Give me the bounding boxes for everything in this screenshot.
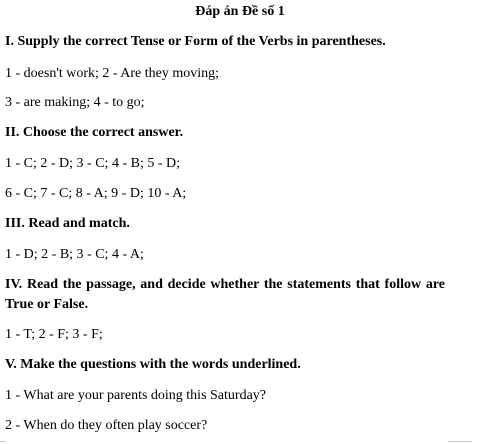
answer-line: 1 - T; 2 - F; 3 - F; [5, 327, 103, 342]
section-heading-3: III. Read and match. [5, 216, 130, 231]
answer-line: 6 - C; 7 - C; 8 - A; 9 - D; 10 - A; [5, 186, 187, 201]
answer-line: 3 - are making; 4 - to go; [5, 95, 145, 110]
page-corner-mark [448, 439, 472, 442]
answer-line: 2 - When do they often play soccer? [5, 418, 208, 433]
answer-line: 1 - doesn't work; 2 - Are they moving; [5, 66, 220, 81]
answer-line: 1 - C; 2 - D; 3 - C; 4 - B; 5 - D; [5, 156, 180, 171]
section-heading-1: I. Supply the correct Tense or Form of the Verbs in parentheses. [5, 34, 386, 49]
section-heading-5: V. Make the questions with the words underlined. [5, 357, 301, 372]
page-edge-mark [0, 439, 6, 442]
document-title: Đáp án Đề số 1 [195, 4, 285, 19]
answer-line: 1 - D; 2 - B; 3 - C; 4 - A; [5, 247, 144, 262]
section-heading-2: II. Choose the correct answer. [5, 125, 184, 140]
answer-line: 1 - What are your parents doing this Saturday? [5, 388, 267, 403]
section-heading-4: IV. Read the passage, and decide whether the statements that follow are True or False. [5, 277, 445, 312]
